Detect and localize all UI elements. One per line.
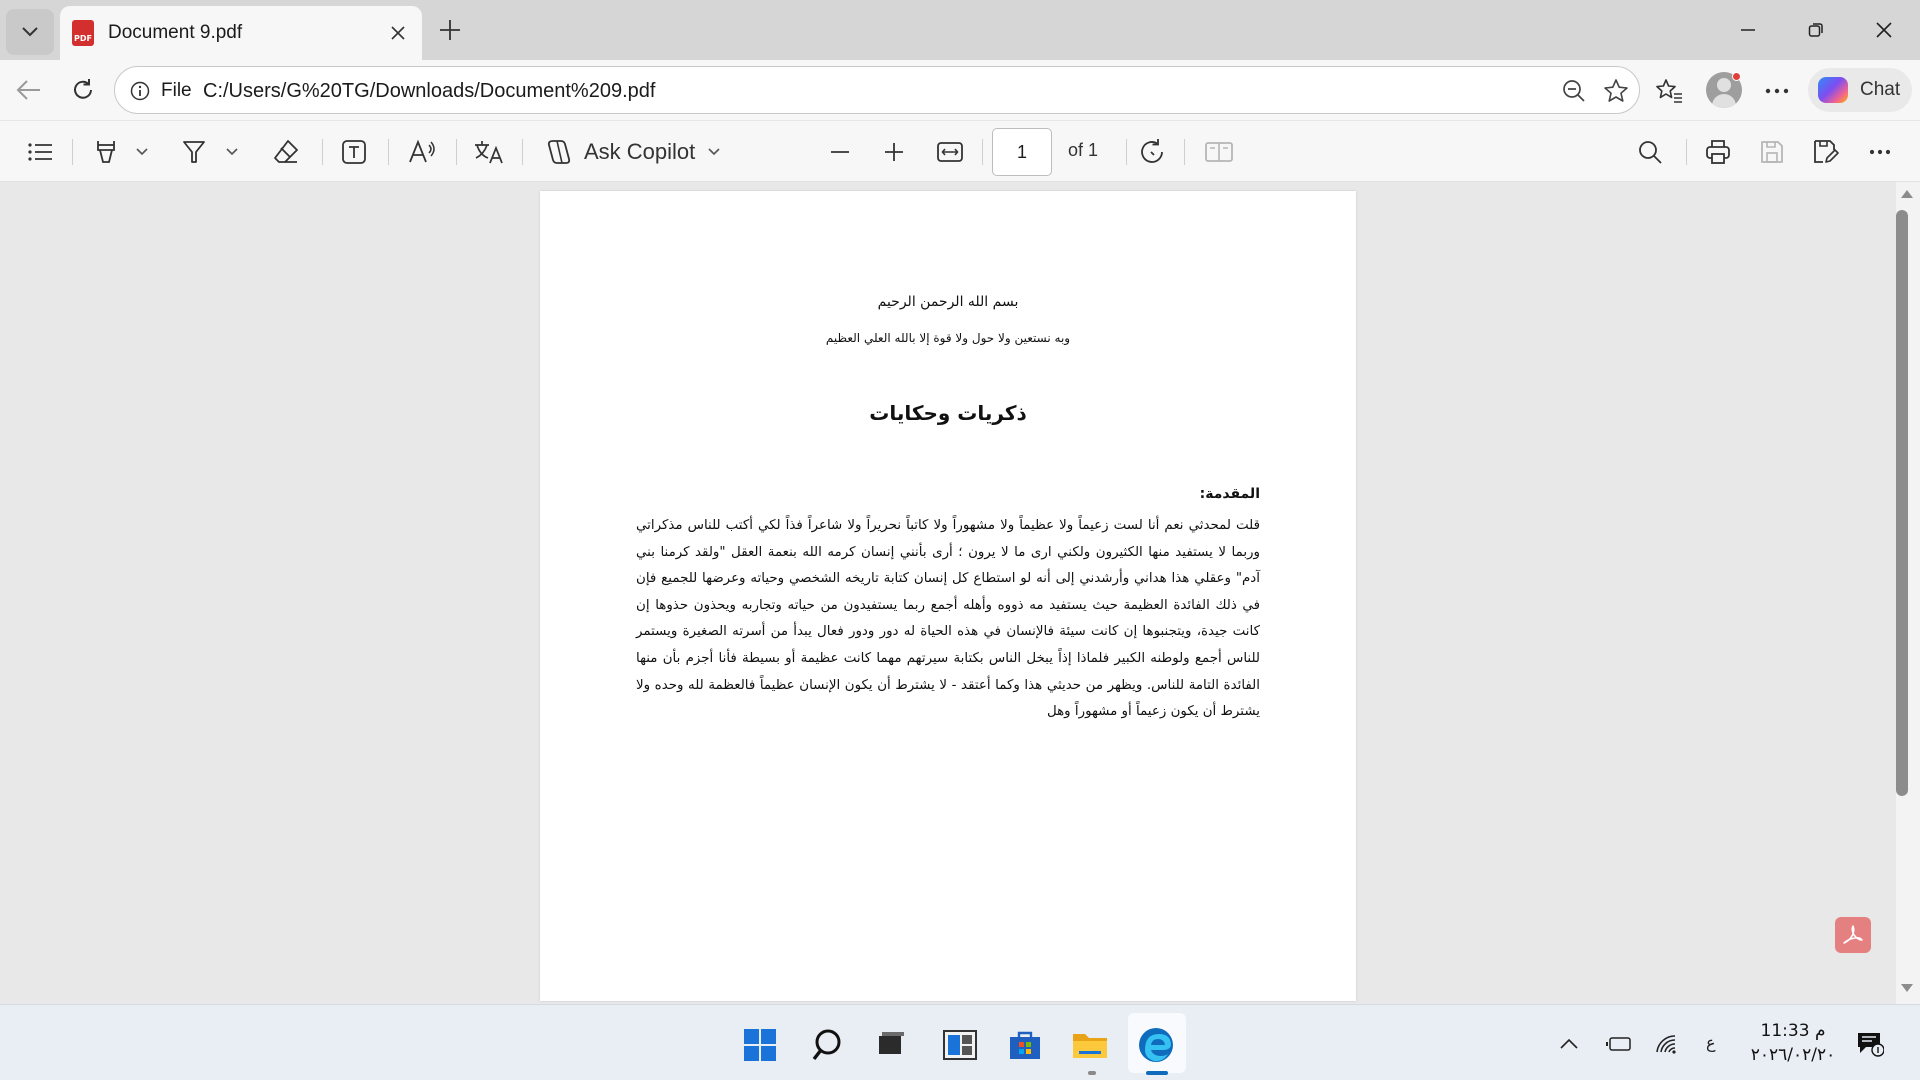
input-language-indicator[interactable]: ع [1706, 1033, 1716, 1052]
search-icon[interactable] [808, 1025, 848, 1065]
ask-copilot-button[interactable] [544, 134, 724, 170]
new-tab-button[interactable] [432, 12, 468, 48]
clock[interactable] [1748, 1019, 1838, 1067]
intro-heading: المقدمة: [1199, 486, 1260, 502]
favorites-icon[interactable] [1652, 74, 1686, 108]
battery-icon[interactable] [1606, 1031, 1632, 1057]
translate-icon[interactable] [470, 134, 508, 170]
running-indicator [1088, 1071, 1096, 1075]
two-page-view-icon [1200, 134, 1238, 170]
restore-icon [1808, 22, 1824, 38]
chevron-down-icon [707, 148, 721, 156]
read-aloud-icon[interactable] [404, 134, 440, 170]
document-title: ذكريات وحكايات [869, 401, 1027, 425]
copilot-chat-button[interactable] [1808, 68, 1912, 112]
chevron-down-icon [21, 26, 39, 38]
ask-copilot-label: Ask Copilot [584, 139, 696, 164]
wifi-icon[interactable] [1654, 1031, 1680, 1057]
refresh-button[interactable] [64, 71, 102, 109]
more-menu-icon[interactable] [1760, 74, 1794, 108]
scroll-up-arrow-icon[interactable] [1901, 190, 1913, 198]
tab-close-button[interactable] [384, 19, 412, 47]
invocation-text: وبه نستعين ولا حول ولا قوة إلا بالله العلي العظيم [825, 331, 1071, 345]
zoom-in-button[interactable] [876, 134, 912, 170]
close-icon [391, 26, 405, 40]
close-window-button[interactable] [1858, 8, 1910, 52]
clock-date: ٢٠٢٦/٠٢/٢٠ [1750, 1045, 1836, 1065]
fit-to-width-icon[interactable] [932, 134, 968, 170]
chat-label: Chat [1860, 79, 1901, 100]
taskbar [0, 1004, 1920, 1080]
search-icon[interactable] [1632, 134, 1668, 170]
plus-icon [884, 142, 904, 162]
contents-list-icon[interactable] [22, 134, 58, 170]
highlight-options-chevron-icon[interactable] [130, 134, 154, 170]
tab-actions-menu-button[interactable] [6, 9, 54, 55]
url-text[interactable]: C:/Users/G%20TG/Downloads/Document%209.pdf [203, 80, 656, 102]
draw-pen-icon[interactable] [176, 134, 212, 170]
pdf-file-icon: PDF [72, 20, 94, 46]
edge-browser-icon[interactable] [1136, 1025, 1176, 1065]
title-bar [0, 0, 1920, 60]
task-view-icon[interactable] [870, 1025, 910, 1065]
zoom-out-button[interactable] [822, 134, 858, 170]
more-options-icon[interactable] [1862, 134, 1898, 170]
draw-options-chevron-icon[interactable] [220, 134, 244, 170]
minus-icon [830, 150, 850, 154]
windows-start-icon[interactable] [740, 1025, 780, 1065]
copilot-icon [1818, 77, 1848, 103]
file-explorer-icon[interactable] [1070, 1025, 1110, 1065]
close-icon [1875, 21, 1893, 39]
scrollbar-thumb[interactable] [1896, 210, 1908, 796]
active-indicator [1146, 1071, 1168, 1075]
restore-button[interactable] [1790, 8, 1842, 52]
address-bar-row [0, 60, 1920, 120]
widgets-icon[interactable] [940, 1025, 980, 1065]
eraser-icon[interactable] [268, 134, 304, 170]
intro-paragraph: قلت لمحدثي نعم أنا لست زعيماً ولا عظيماً ولا مشهوراً ولا كاتباً نحريراً ولا شاعراً فذاً لكي أكتب للناس مذكراتي وربما لا يستفيد منها الكثيرون ولكني ارى ما لا يرون ؛ أرى بأنني إنسان كرمه الله بنعمة العقل "ولقد كرمنا بني آدم" وعقلي هذا هداني وأرشدني إلى أنه لو استطاع كل إنسان كتابة تاريخه الشخصي وحياته وعرضها للجميع فإن في ذلك الفائدة العظيمة حيث يستفيد مه ذووه وأهله أجمع ربما يستفيدون من حياته وتجاربه ويحذون حذوها إن كانت جيدة، ويتجنبوها إن كانت سيئة فالإنسان في هذه الحياة له دور ودور فعال يبدأ من أسرته الصغيرة ويستمر للناس أجمع ولوطنه الكبير فلماذا إذاً يبخل الناس بكتابة سيرتهم مهما كانت عظيمة أو بسيطة فأنا أجزم بأن منها الفائدة التامة للناس. ويظهر من حديثي هذا وكما أعتقد - لا يشترط أن يكون الإنسان عظيماً فالعظمة لله وحده ولا يشترط أن يكون زعيماً أو مشهوراً وهل [636, 518, 1260, 720]
basmala-text: بسم الله الرحمن الرحيم [877, 294, 1019, 310]
copilot-outline-icon [544, 137, 574, 167]
acrobat-icon [1841, 923, 1865, 947]
scheme-label: File [161, 80, 192, 101]
tab-document[interactable] [60, 6, 422, 60]
page-count-label: of 1 [1068, 140, 1099, 160]
store-icon[interactable] [1005, 1025, 1045, 1065]
plus-icon [439, 19, 461, 41]
notifications-icon[interactable] [1856, 1031, 1884, 1057]
minimize-button[interactable] [1722, 8, 1774, 52]
pdf-page [540, 191, 1356, 1001]
pdf-viewer[interactable] [0, 182, 1900, 1004]
page-number-input[interactable]: 1 [992, 128, 1052, 176]
show-hidden-icons-chevron-icon[interactable] [1556, 1031, 1582, 1057]
tab-title: Document 9.pdf [108, 22, 243, 43]
favorite-star-icon[interactable] [1601, 76, 1631, 106]
back-button[interactable] [10, 71, 48, 109]
highlight-icon[interactable] [88, 134, 124, 170]
print-icon[interactable] [1700, 134, 1736, 170]
acrobat-button[interactable] [1835, 917, 1871, 953]
notification-dot [1732, 72, 1741, 81]
save-icon [1754, 134, 1790, 170]
address-bar[interactable] [114, 66, 1640, 114]
clock-time: 11:33 م [1760, 1021, 1826, 1041]
refresh-icon [71, 78, 95, 102]
zoom-out-icon[interactable] [1559, 76, 1589, 106]
info-icon[interactable] [129, 80, 151, 102]
add-text-icon[interactable] [336, 134, 372, 170]
arrow-left-icon [16, 79, 42, 101]
rotate-icon[interactable] [1134, 134, 1170, 170]
save-as-icon[interactable] [1808, 134, 1844, 170]
scroll-down-arrow-icon[interactable] [1901, 984, 1913, 992]
minimize-icon [1740, 22, 1756, 38]
pdf-toolbar [0, 120, 1920, 182]
